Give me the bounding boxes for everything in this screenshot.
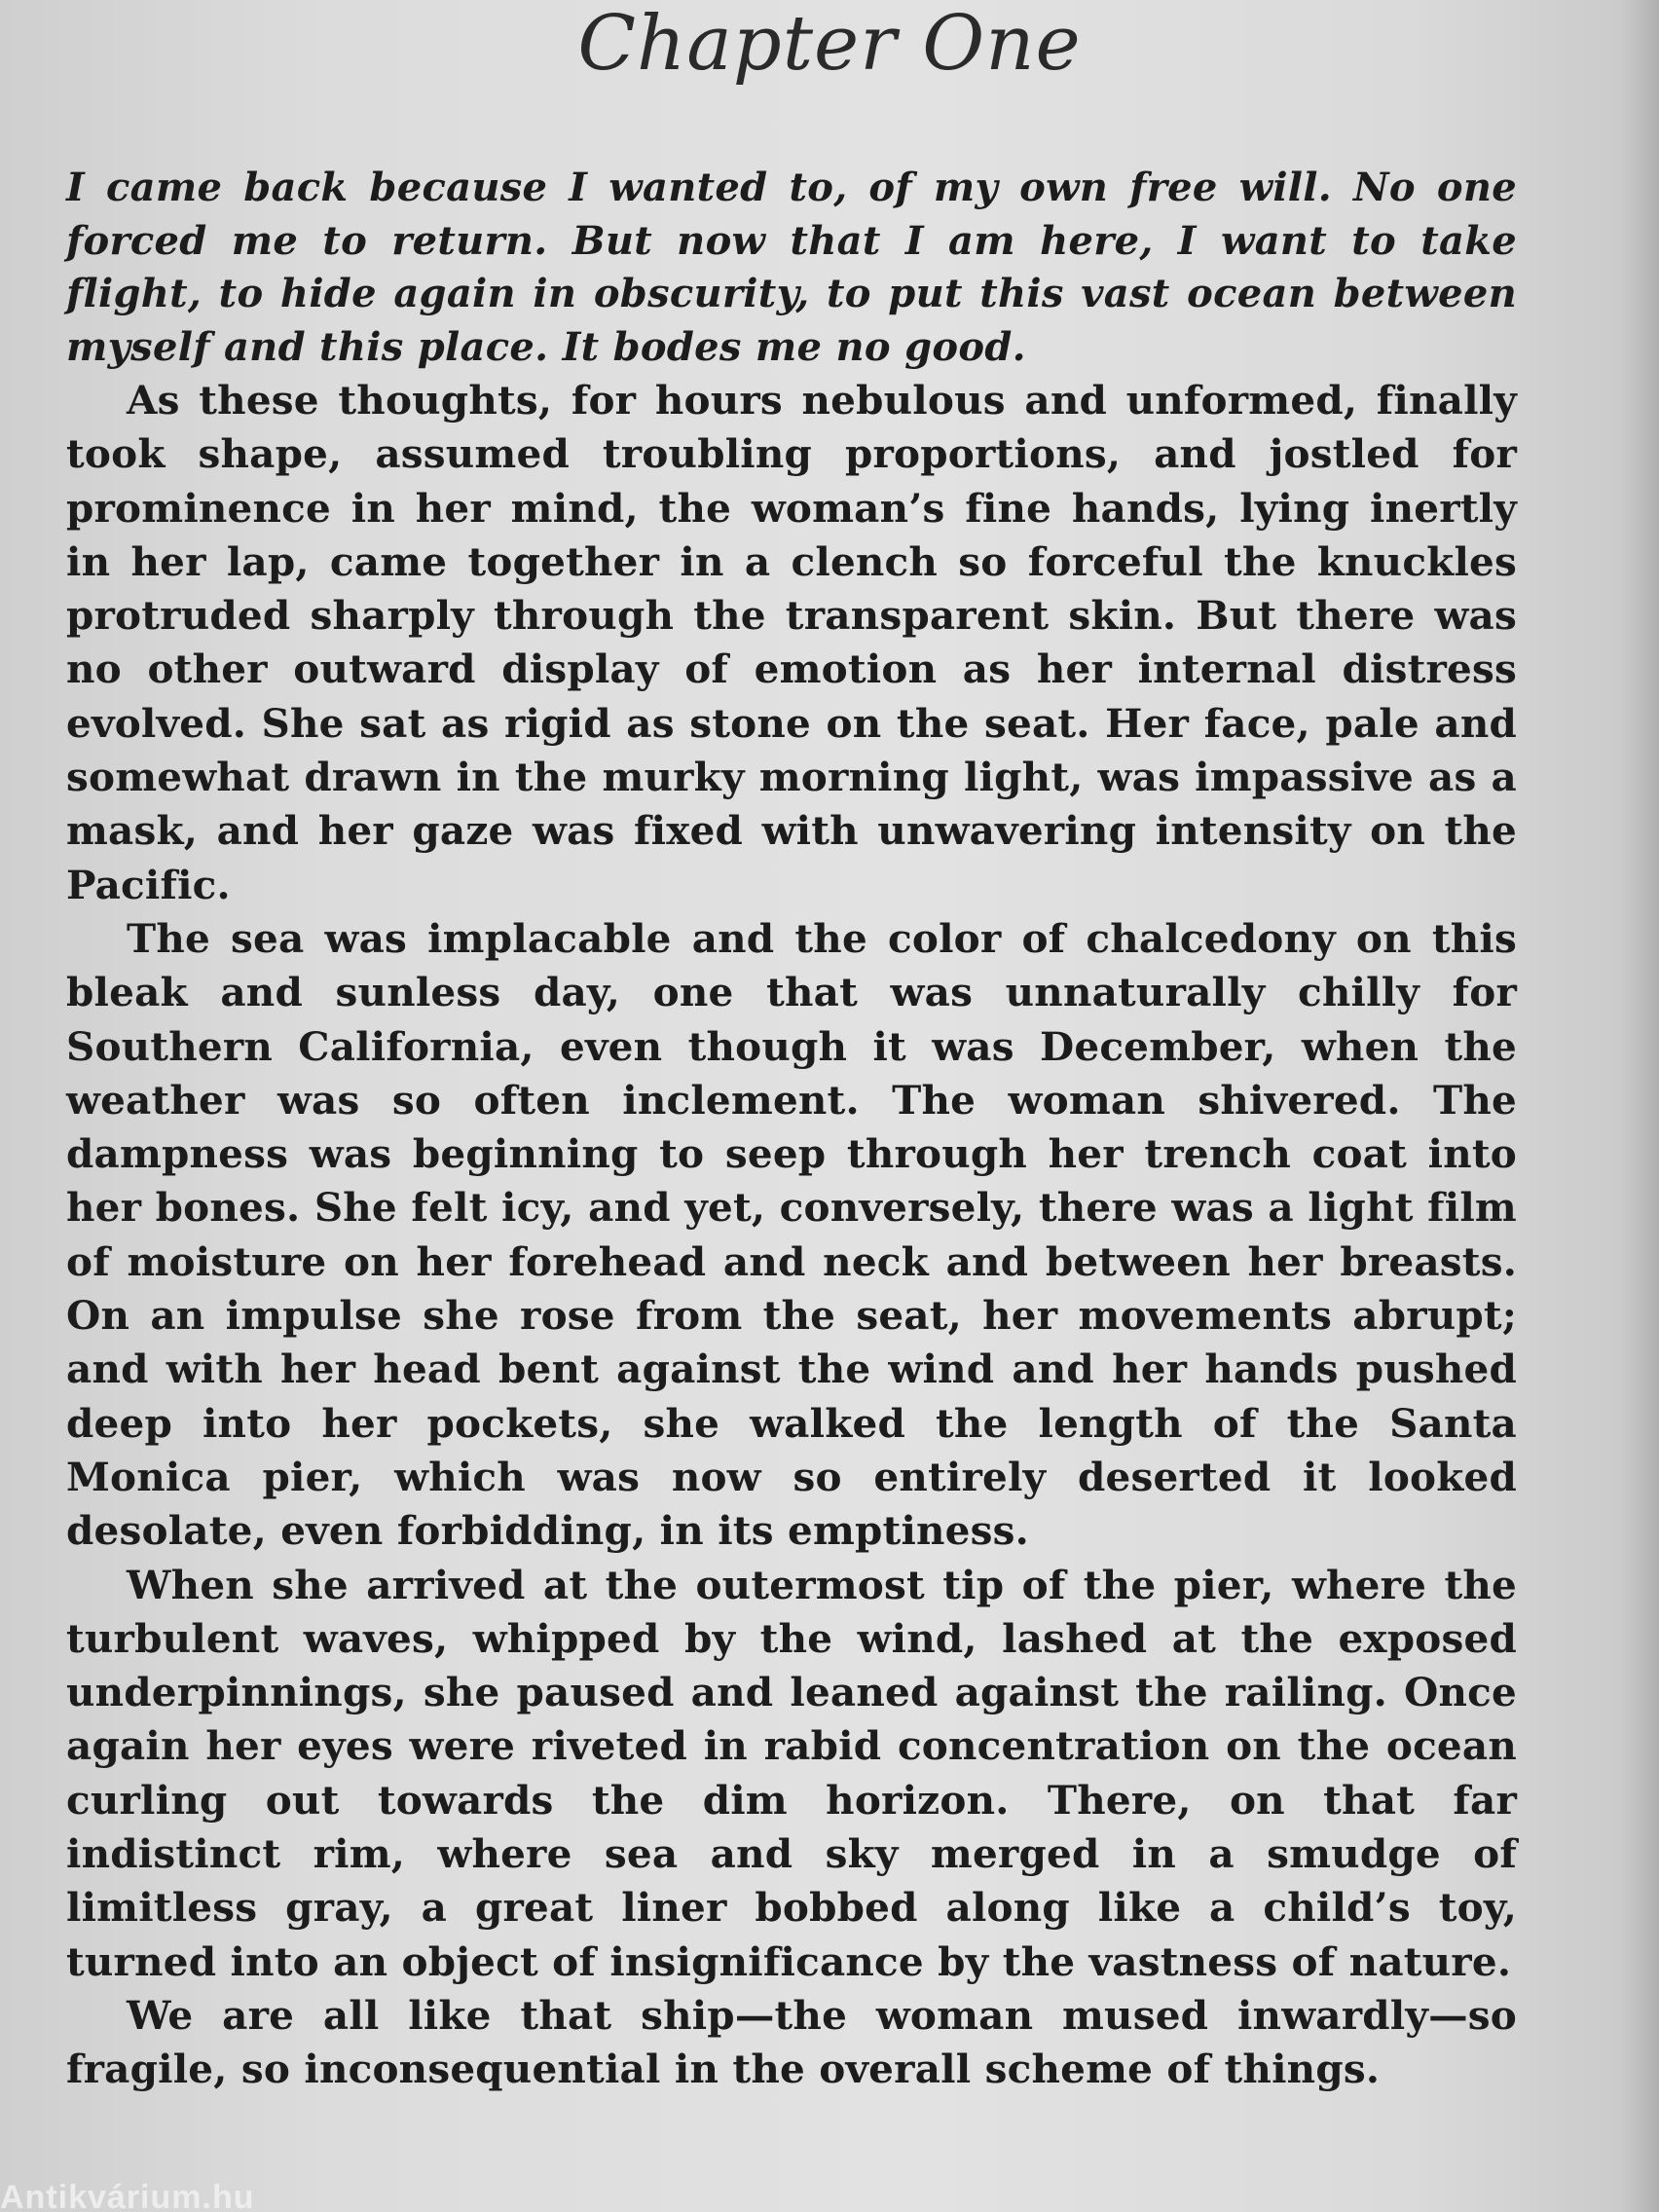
intro-paragraph: I came back because I wanted to, of my own free will. No one forced me to return. But now that I am here, I want to take flight, to hide again in obscurity, to put this vast ocean between myself and this place. It bodes me no good.: [66, 165, 1517, 370]
watermark: Antikvárium.hu: [0, 2179, 255, 2212]
page-edge-shadow: [1620, 0, 1659, 2212]
body-paragraph: The sea was implacable and the color of chalcedony on this bleak and sunless day, one that was unnaturally chilly for Southern California, even though it was December, when the weather was so often inclement. The woman shivered. The dampness was beginning to seep through her trench coat into her bones. She felt icy, and yet, conversely, there was a light film of moisture on her forehead and neck and between her breasts. On an impulse she rose from the seat, her movements abrupt; and with her head bent against the wind and her hands pushed deep into her pockets, she walked the length of the Santa Monica pier, which was now so entirely deserted it looked desolate, even forbidding, in its emptiness.: [66, 914, 1517, 1555]
body-paragraph: We are all like that ship—the woman mused inwardly—so fragile, so inconsequential in the overall scheme of things.: [66, 1991, 1517, 2093]
chapter-text: [66, 162, 1517, 2097]
chapter-title: Chapter One: [577, 0, 1082, 88]
body-paragraph: When she arrived at the outermost tip of the pier, where the turbulent waves, whipped by the wind, lashed at the exposed underpinnings, she paused and leaned against the railing. Once again her eyes were riveted in rabid concentration on the ocean curling out towards the dim horizon. There, on that far indistinct rim, where sea and sky merged in a smudge of limitless gray, a great liner bobbed along like a child’s toy, turned into an object of insignificance by the vastness of nature.: [66, 1561, 1517, 1985]
body-paragraph: As these thoughts, for hours nebulous and unformed, finally took shape, assumed troubling proportions, and jostled for prominence in her mind, the woman’s fine hands, lying inertly in her lap, came together in a clench so forceful the knuckles protruded sharply through the transparent skin. But there was no other outward display of emotion as her internal distress evolved. She sat as rigid as stone on the seat. Her face, pale and somewhat drawn in the murky morning light, was impassive as a mask, and her gaze was fixed with unwavering intensity on the Pacific.: [66, 377, 1517, 908]
